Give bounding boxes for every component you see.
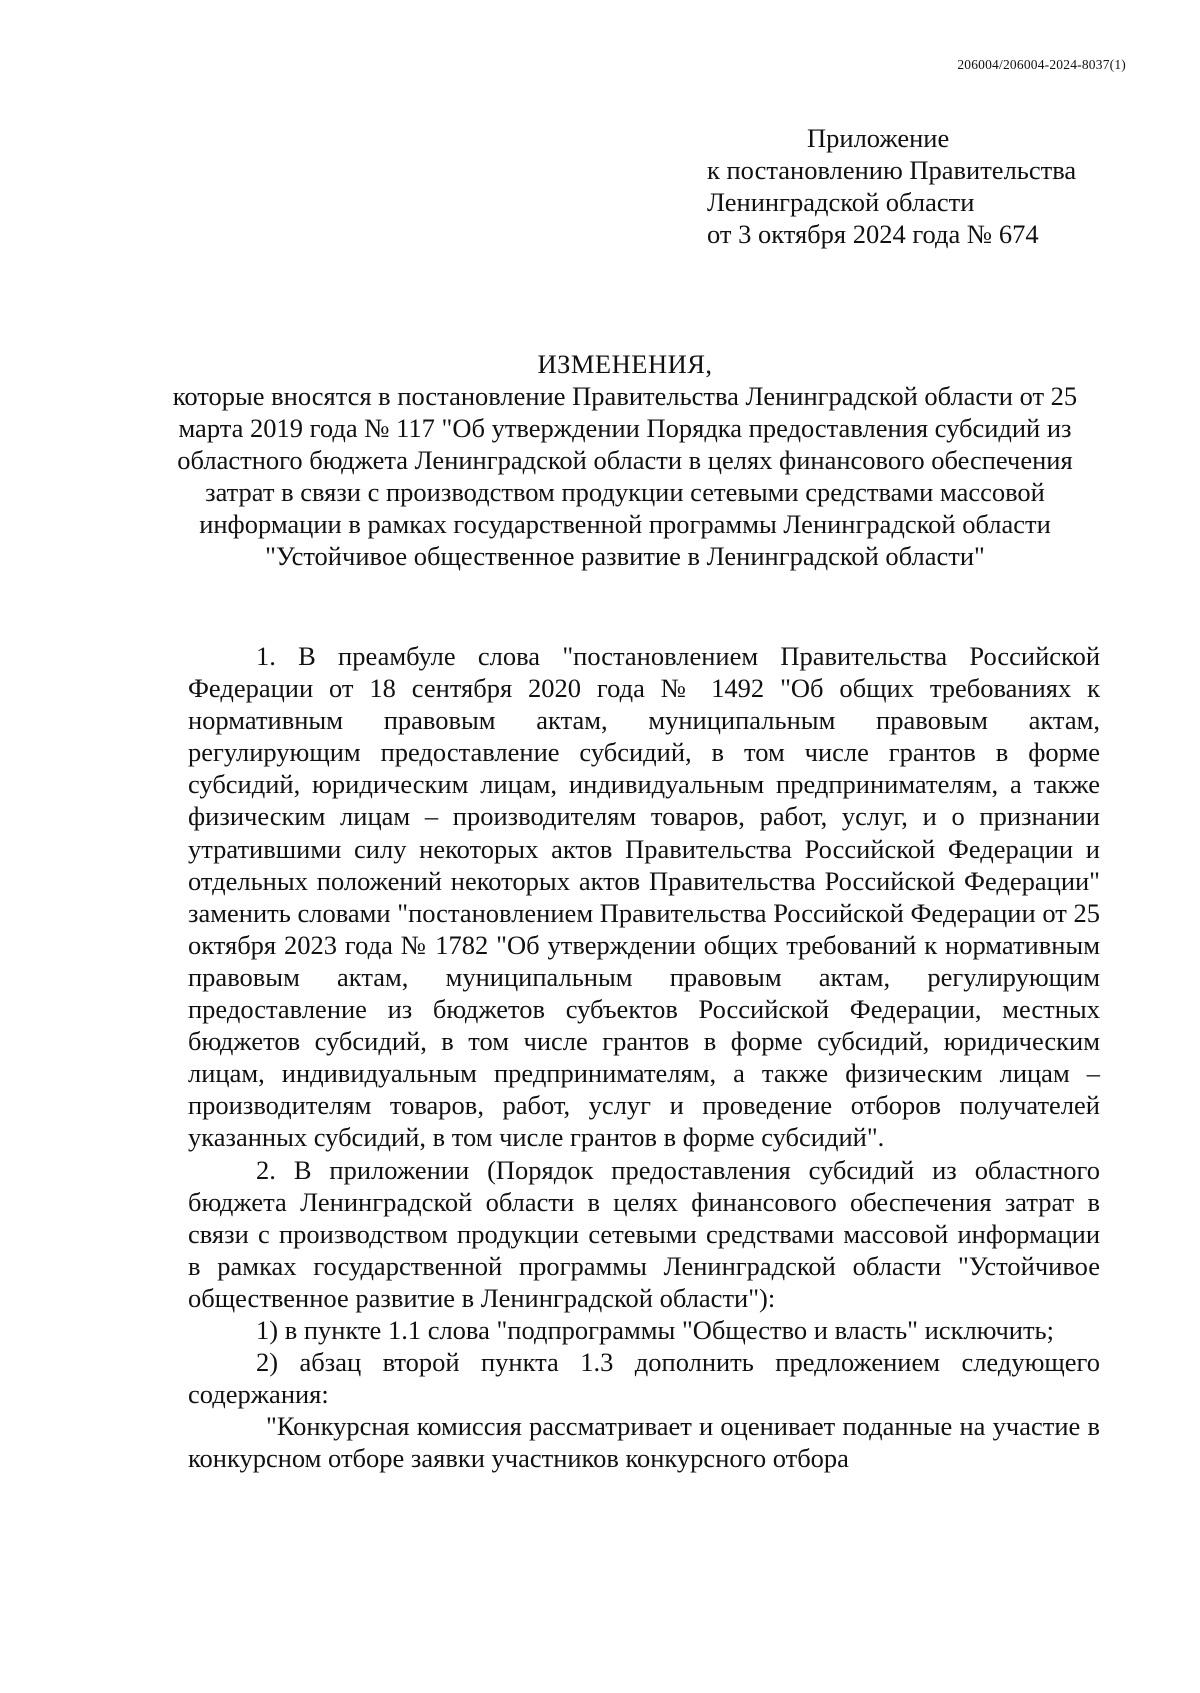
appendix-date-number-line: от 3 октября 2024 года № 674 [707,219,1039,249]
paragraph-2-appendix: 2. В приложении (Порядок предоставления субсидий из областного бюджета Ленинградской области в целях финансового обеспечения затрат в связи с производством продукции сетевыми средствами массовой информации в рамках государственной программы Ленинградской области "Устойчивое общественное развитие в Ленинградской области"): [188,1154,1100,1313]
document-title: ИЗМЕНЕНИЯ, [537,349,713,379]
document-body [188,640,1100,1474]
appendix-region-line: Ленинградской области [707,187,975,217]
appendix-header [707,122,1076,250]
paragraph-2-item-2: 2) абзац второй пункта 1.3 дополнить предложением следующего содержания: [188,1347,1100,1410]
appendix-resolution-line: к постановлению Правительства [707,155,1077,185]
quoted-amendment-text: "Конкурсная комиссия рассматривает и оценивает поданные на участие в конкурсном отборе заявки участников конкурсного отбора [188,1411,1100,1474]
document-subtitle: которые вносятся в постановление Правительства Ленинградской области от 25 марта 2019 года № 117 "Об утверждении Порядка предоставления субсидий из областного бюджета Ленинградской области в целях финансового обеспечения затрат в связи с производством продукции сетевыми средствами массовой информации в рамках государственной программы Ленинградской области "Устойчивое общественное развитие в Ленинградской области" [172,381,1078,571]
document-registration-number: 206004/206004-2024-8037(1) [957,57,1126,72]
appendix-label: Приложение [807,123,950,153]
document-title-block [150,348,1100,572]
paragraph-2-item-1: 1) в пункте 1.1 слова "подпрограммы "Общество и власть" исключить; [256,1314,1054,1345]
paragraph-1-preamble: 1. В преамбуле слова "постановлением Правительства Российской Федерации от 18 сентября 2020 года № 1492 "Об общих требованиях к нормативным правовым актам, муниципальным правовым актам, регулирующим предоставление субсидий, в том числе грантов в форме субсидий, юридическим лицам, индивидуальным предпринимателям, а также физическим лицам – производителям товаров, работ, услуг, и о признании утратившими силу некоторых актов Правительства Российской Федерации и отдельных положений некоторых актов Правительства Российской Федерации" заменить словами "постановлением Правительства Российской Федерации от 25 октября 2023 года № 1782 "Об утверждении общих требований к нормативным правовым актам, муниципальным правовым актам, регулирующим предоставление из бюджетов субъектов Российской Федерации, местных бюджетов субсидий, в том числе грантов в форме субсидий, юридическим лицам, индивидуальным предпринимателям, а также физическим лицам – производителям товаров, работ, услуг и проведение отборов получателей указанных субсидий, в том числе грантов в форме субсидий". [188,641,1100,1153]
